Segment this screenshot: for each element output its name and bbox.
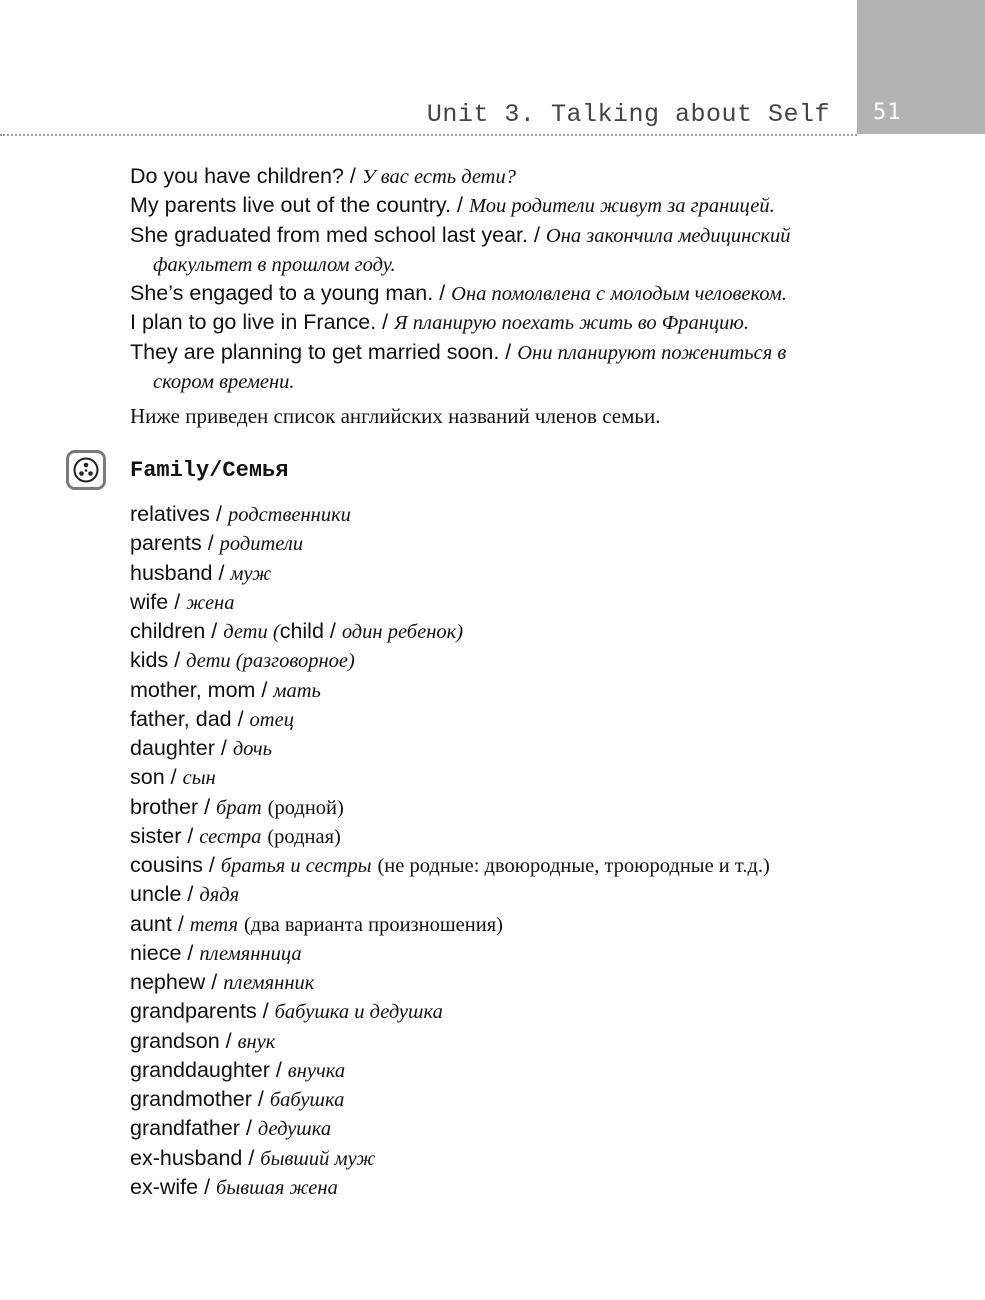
vocab-item: son / сын bbox=[130, 765, 216, 790]
vocab-ru: дети ( bbox=[223, 621, 280, 643]
vocab-note: (родной) bbox=[267, 796, 344, 819]
phrase-list bbox=[130, 162, 860, 396]
vocab-en: grandfather bbox=[130, 1116, 240, 1141]
phrase-ru: Я планирую поехать жить во Францию. bbox=[394, 312, 749, 335]
vocab-item: niece / племянница bbox=[130, 940, 302, 965]
phrase-ru-continuation: факультет в прошлом году. bbox=[153, 253, 396, 276]
header-rule bbox=[0, 134, 857, 136]
vocab-item: cousins / братья и сестры (не родные: двоюродные, троюродные и т.д.) bbox=[130, 853, 770, 877]
vocab-en: kids bbox=[130, 648, 169, 673]
vocab-ru: дочь bbox=[232, 738, 273, 760]
vocab-item: relatives / родственники bbox=[130, 502, 351, 526]
phrase-en: She graduated from med school last year. bbox=[130, 222, 528, 247]
vocab-ru: родственники bbox=[227, 504, 351, 526]
vocab-en: ex-wife bbox=[130, 1174, 199, 1199]
vocab-note: (два варианта произношения) bbox=[243, 913, 503, 936]
vocab-ru: дети (разговорное) bbox=[186, 650, 355, 673]
vocab-note: (родная) bbox=[267, 825, 341, 848]
vocab-ru: бабушка bbox=[269, 1089, 345, 1111]
vocab-en: wife bbox=[130, 589, 169, 614]
vocab-item: father, dad / отец bbox=[130, 706, 294, 731]
phrase-line-continuation bbox=[130, 250, 860, 279]
phrase-en: They are planning to get married soon. bbox=[130, 339, 500, 364]
vocab-en: aunt bbox=[130, 911, 172, 936]
vocab-ru: бабушка и дедушка bbox=[274, 1001, 443, 1024]
vocab-en: ex-husband bbox=[130, 1145, 243, 1170]
vocab-item: wife / жена bbox=[130, 589, 235, 614]
phrase-en: Do you have children? bbox=[130, 164, 344, 188]
vocab-en: nephew bbox=[130, 970, 206, 994]
page-number: 51 bbox=[873, 100, 902, 125]
vocab-en: mother, mom bbox=[130, 677, 256, 702]
phrase-line: I plan to go live in France. / Я планирую поехать жить во Францию. bbox=[130, 310, 749, 335]
vocab-ru: родители bbox=[219, 533, 304, 556]
vocab-ru: братья и сестры bbox=[220, 855, 372, 877]
vocab-item: husband / муж bbox=[130, 560, 272, 585]
vocab-en: cousins bbox=[130, 853, 203, 877]
vocab-en: uncle bbox=[130, 882, 182, 907]
vocab-item: nephew / племянник bbox=[130, 970, 315, 994]
phrase-line: My parents live out of the country. / Мои родители живут за границей. bbox=[130, 193, 775, 218]
vocab-item: grandmother / бабушка bbox=[130, 1087, 345, 1111]
intro-paragraph: Ниже приведен список английских названий членов семьи. bbox=[130, 404, 661, 428]
vocab-list bbox=[130, 500, 910, 1202]
phrase-ru-continuation: скором времени. bbox=[153, 371, 295, 394]
vocab-note: (не родные: двоюродные, троюродные и т.д.) bbox=[377, 855, 770, 877]
vocab-item: sister / сестра (родная) bbox=[130, 823, 341, 848]
phrase-ru: Она закончила медицинский bbox=[545, 224, 791, 247]
vocab-en-secondary: child bbox=[279, 619, 324, 643]
vocab-ru: внучка bbox=[287, 1059, 346, 1082]
vocab-en: granddaughter bbox=[130, 1057, 270, 1082]
vocab-en: grandparents bbox=[130, 999, 257, 1024]
vocab-item: ex-husband / бывший муж bbox=[130, 1145, 376, 1170]
phrase-line: She’s engaged to a young man. / Она помолвлена с молодым человеком. bbox=[130, 281, 787, 306]
phrase-ru: Они планируют пожениться в bbox=[517, 341, 787, 364]
phrase-line-continuation bbox=[130, 367, 860, 396]
vocab-ru: жена bbox=[186, 591, 235, 614]
vocab-ru: брат bbox=[216, 796, 262, 819]
vocab-ru: бывшая жена bbox=[216, 1176, 338, 1199]
phrase-en: My parents live out of the country. bbox=[130, 193, 452, 218]
vocab-item: aunt / тетя (два варианта произношения) bbox=[130, 911, 503, 936]
vocab-ru: отец bbox=[249, 708, 294, 731]
vocab-ru: племянник bbox=[223, 972, 315, 994]
phrase-line: Do you have children? / У вас есть дети? bbox=[130, 164, 516, 188]
listen-icon bbox=[66, 450, 106, 490]
vocab-ru: племянница bbox=[199, 942, 302, 965]
vocab-item: grandson / внук bbox=[130, 1028, 276, 1053]
vocab-ru: дядя bbox=[199, 884, 240, 907]
vocab-ru: тетя bbox=[189, 913, 238, 936]
vocab-en: husband bbox=[130, 560, 213, 585]
phrase-en: She’s engaged to a young man. bbox=[130, 281, 434, 306]
phrase-line: She graduated from med school last year. / Она закончила медицинский bbox=[130, 222, 791, 247]
vocab-item: parents / родители bbox=[130, 531, 304, 556]
section-title: Family/Семья bbox=[130, 458, 289, 483]
vocab-item: brother / брат (родной) bbox=[130, 794, 344, 819]
vocab-ru: бывший муж bbox=[260, 1147, 376, 1170]
vocab-ru: муж bbox=[230, 562, 272, 585]
vocab-item: daughter / дочь bbox=[130, 736, 273, 760]
vocab-en: brother bbox=[130, 794, 199, 819]
vocab-en: parents bbox=[130, 531, 202, 556]
vocab-en: niece bbox=[130, 940, 182, 965]
vocab-item: grandparents / бабушка и дедушка bbox=[130, 999, 443, 1024]
vocab-en: grandson bbox=[130, 1028, 220, 1053]
phrase-ru: У вас есть дети? bbox=[361, 166, 516, 188]
vocab-en: sister bbox=[130, 823, 182, 848]
running-head: Unit 3. Talking about Self bbox=[426, 100, 830, 129]
phrase-en: I plan to go live in France. bbox=[130, 310, 377, 335]
vocab-item: grandfather / дедушка bbox=[130, 1116, 332, 1141]
vocab-item: ex-wife / бывшая жена bbox=[130, 1174, 338, 1199]
vocab-ru: сестра bbox=[199, 825, 262, 848]
vocab-item: granddaughter / внучка bbox=[130, 1057, 346, 1082]
phrase-ru: Она помолвлена с молодым человеком. bbox=[451, 283, 787, 306]
vocab-en: father, dad bbox=[130, 706, 232, 731]
vocab-ru-secondary: один ребенок) bbox=[341, 621, 464, 643]
vocab-ru: мать bbox=[273, 679, 321, 702]
phrase-ru: Мои родители живут за границей. bbox=[468, 195, 775, 218]
vocab-en: grandmother bbox=[130, 1087, 252, 1111]
vocab-en: daughter bbox=[130, 736, 215, 760]
vocab-ru: сын bbox=[182, 767, 216, 790]
vocab-ru: внук bbox=[237, 1030, 276, 1053]
vocab-en: son bbox=[130, 765, 165, 790]
vocab-item: children / дети (child / один ребенок) bbox=[130, 619, 464, 643]
vocab-en: relatives bbox=[130, 502, 211, 526]
vocab-item: mother, mom / мать bbox=[130, 677, 321, 702]
vocab-item: uncle / дядя bbox=[130, 882, 240, 907]
vocab-en: children bbox=[130, 619, 206, 643]
vocab-item: kids / дети (разговорное) bbox=[130, 648, 355, 673]
vocab-ru: дедушка bbox=[257, 1118, 332, 1141]
phrase-line: They are planning to get married soon. / Они планируют пожениться в bbox=[130, 339, 787, 364]
